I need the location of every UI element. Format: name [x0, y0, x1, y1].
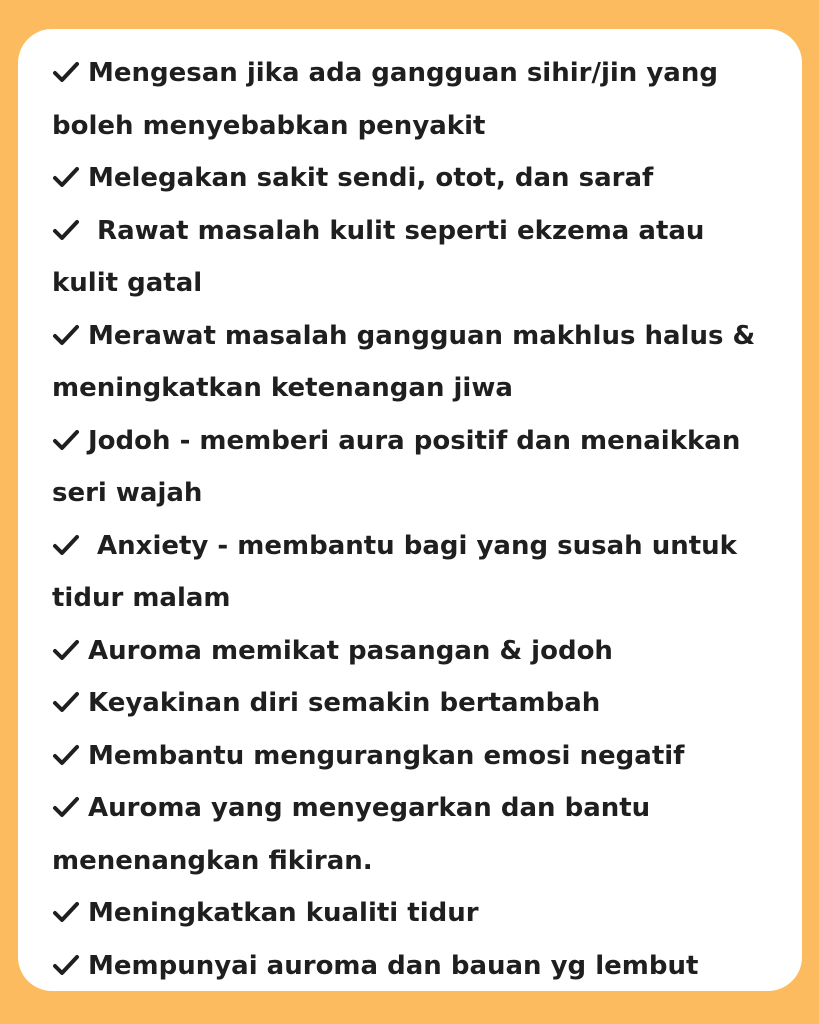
list-item	[52, 730, 762, 783]
check-mark-icon	[52, 796, 80, 818]
list-item-text: Auroma yang menyegarkan dan bantu menenangkan fikiran.	[52, 793, 651, 876]
list-item-text: Auroma memikat pasangan & jodoh	[88, 635, 613, 666]
list-item-text: Meningkatkan kualiti tidur	[88, 898, 479, 928]
list-item-text: Rawat masalah kulit seperti ekzema atau kulit gatal	[52, 215, 714, 298]
benefits-list	[52, 47, 762, 992]
check-mark-icon	[52, 61, 80, 83]
list-item	[52, 625, 762, 678]
list-item-text: Jodoh - memberi aura positif dan menaikkan seri wajah	[52, 425, 741, 508]
check-mark-icon	[52, 166, 80, 188]
list-item	[52, 782, 762, 887]
list-item-text: Membantu mengurangkan emosi negatif	[88, 740, 685, 771]
check-mark-icon	[52, 324, 80, 346]
check-mark-icon	[52, 954, 80, 976]
list-item-text: Mempunyai auroma dan bauan yg lembut	[88, 950, 699, 981]
list-item	[52, 205, 762, 310]
check-mark-icon	[52, 901, 80, 923]
check-mark-icon	[52, 691, 80, 713]
check-mark-icon	[52, 744, 80, 766]
list-item-text: Keyakinan diri semakin bertambah	[88, 688, 601, 718]
list-item	[52, 520, 762, 625]
list-item-text: Mengesan jika ada gangguan sihir/jin yang boleh menyebabkan penyakit	[52, 58, 718, 141]
list-item-text: Melegakan sakit sendi, otot, dan saraf	[88, 163, 654, 193]
list-item	[52, 152, 762, 205]
list-item	[52, 415, 762, 520]
benefits-card	[18, 29, 802, 991]
list-item	[52, 47, 762, 152]
check-mark-icon	[52, 639, 80, 661]
check-mark-icon	[52, 534, 80, 556]
list-item	[52, 887, 762, 940]
check-mark-icon	[52, 429, 80, 451]
list-item-text: Merawat masalah gangguan makhlus halus & meningkatkan ketenangan jiwa	[52, 320, 756, 403]
check-mark-icon	[52, 219, 80, 241]
list-item-text: Anxiety - membantu bagi yang susah untuk tidur malam	[52, 530, 747, 613]
list-item	[52, 310, 762, 415]
list-item	[52, 940, 762, 993]
list-item	[52, 677, 762, 730]
